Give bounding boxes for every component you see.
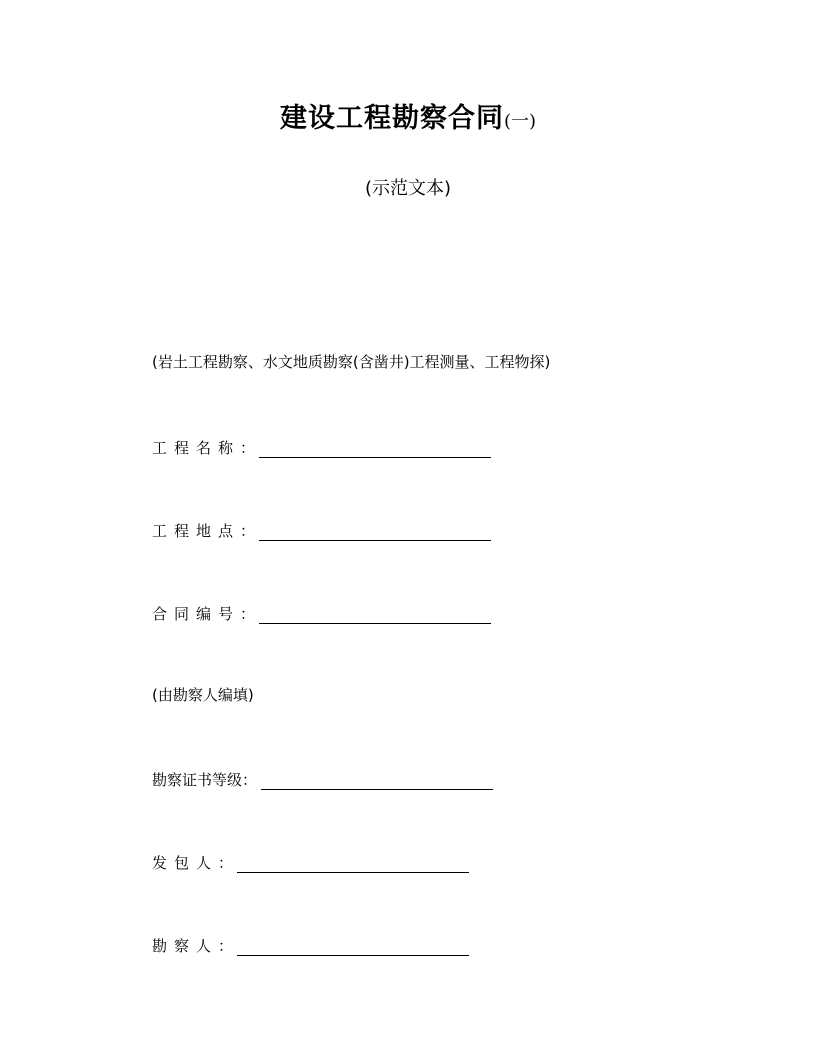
employer-blank[interactable] [237,854,469,873]
field-colon: ： [242,771,258,789]
project-location-blank[interactable] [259,522,491,541]
document-title [0,96,816,135]
fill-note: (由勘察人编填) [152,686,254,704]
title-main: 建设工程勘察合同 [279,103,504,134]
scope-text: (岩土工程勘察、水文地质勘察(含凿井)工程测量、工程物探) [152,353,551,371]
field-label-project-name: 工程名称 [152,439,241,457]
field-colon: ： [240,522,256,540]
surveyor-blank[interactable] [237,937,469,956]
field-surveyor [152,935,469,956]
contract-number-blank[interactable] [259,605,491,624]
document-subtitle: (示范文本) [364,178,452,199]
field-project-location [152,520,491,541]
field-colon: ： [240,605,256,623]
field-colon: ： [218,937,234,955]
field-label-contract-number: 合同编号 [152,605,241,623]
field-colon: ： [240,439,256,457]
field-certificate-grade [152,769,493,790]
field-colon: ： [218,854,234,872]
field-label-project-location: 工程地点 [152,522,241,540]
field-label-employer: 发包人 [152,854,219,872]
project-name-blank[interactable] [259,439,491,458]
certificate-grade-blank[interactable] [261,771,493,790]
field-employer [152,852,469,873]
field-label-certificate-grade: 勘察证书等级 [152,771,243,789]
field-contract-number [152,603,491,624]
title-suffix: (一) [503,111,537,132]
field-label-surveyor: 勘察人 [152,937,219,955]
field-project-name [152,437,491,458]
